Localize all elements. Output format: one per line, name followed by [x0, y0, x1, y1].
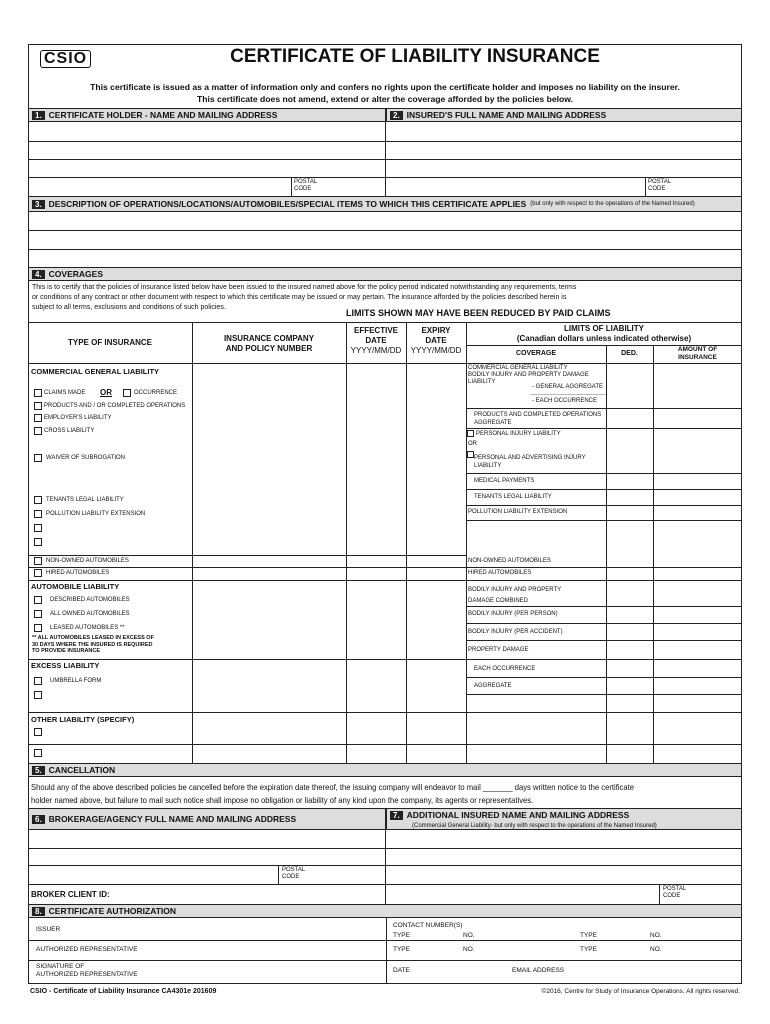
col-limits: LIMITS OF LIABILITY (Canadian dollars unless indicated otherwise): [516, 324, 692, 343]
section-7-header: 7. ADDITIONAL INSURED NAME AND MAILING ADDRESS (Commercial General Liability- but only with respect to the operations of the Named Insured): [386, 808, 742, 830]
contact-numbers-label: CONTACT NUMBER(S): [393, 922, 463, 929]
cov-tenants: TENANTS LEGAL LIABILITY: [474, 494, 552, 500]
tenants-label: TENANTS LEGAL LIABILITY: [46, 497, 124, 503]
cov-bi-pd-combined: BODILY INJURY AND PROPERTY DAMAGE COMBINED: [468, 587, 562, 604]
products-label: PRODUCTS AND / OR COMPLETED OPERATIONS: [44, 403, 186, 409]
waiver-checkbox[interactable]: [34, 454, 42, 462]
type-label-1: TYPE: [393, 932, 410, 939]
occurrence-label: OCCURRENCE: [134, 390, 178, 396]
date-label: DATE: [393, 967, 410, 974]
leased-autos-checkbox[interactable]: [34, 624, 42, 632]
broker-postal-code-label: POSTAL CODE: [282, 867, 306, 880]
cross-liability-checkbox[interactable]: [34, 427, 42, 435]
described-autos-label: DESCRIBED AUTOMOBILES: [50, 597, 130, 603]
cov-bi-per-accident: BODILY INJURY (PER ACCIDENT): [468, 629, 563, 635]
holder-postal-code-label: POSTAL CODE: [294, 179, 318, 192]
nonowned-label: NON-OWNED AUTOMOBILES: [46, 558, 129, 564]
coverages-text-2: or conditions of any contract or other document with respect to which this certificate may be issued or may pertain. The insurance afforded by the policies described herein is: [32, 294, 567, 301]
section-6-header: 6. BROKERAGE/AGENCY FULL NAME AND MAILING ADDRESS: [28, 808, 386, 830]
personal-adv-checkbox[interactable]: [467, 451, 474, 458]
broker-client-id-label: BROKER CLIENT ID:: [31, 890, 110, 899]
insured-name-field[interactable]: [388, 124, 740, 139]
section-1-header: 1. CERTIFICATE HOLDER - NAME AND MAILING ADDRESS: [28, 108, 386, 122]
employers-checkbox[interactable]: [34, 414, 42, 422]
or-label: OR: [100, 388, 112, 397]
excess-title: EXCESS LIABILITY: [31, 661, 100, 670]
cov-personal-injury: PERSONAL INJURY LIABILITY: [476, 431, 561, 437]
cancellation-text-2: holder named above, but failure to mail such notice shall impose no obligation or liability of any kind upon the company, its agents or representatives.: [31, 795, 534, 805]
section-8-header: 8. CERTIFICATE AUTHORIZATION: [28, 904, 742, 918]
cov-bi-per-person: BODILY INJURY (PER PERSON): [468, 611, 558, 617]
type-label-3: TYPE: [393, 946, 410, 953]
cov-cgl: COMMERCIAL GENERAL LIABILITY BODILY INJURY AND PROPERTY DAMAGE LIABILITY: [468, 365, 589, 385]
operations-description-field[interactable]: [30, 214, 740, 266]
csio-logo: CSIO: [40, 50, 91, 68]
type-label-4: TYPE: [580, 946, 597, 953]
limits-reduced-notice: LIMITS SHOWN MAY HAVE BEEN REDUCED BY PAID CLAIMS: [346, 308, 611, 318]
col-coverage: COVERAGE: [515, 350, 557, 357]
waiver-label: WAIVER OF SUBROGATION: [46, 455, 126, 461]
col-amount: AMOUNT OF INSURANCE: [677, 346, 718, 361]
email-label: EMAIL ADDRESS: [512, 967, 565, 974]
pollution-checkbox[interactable]: [34, 510, 42, 518]
other-checkbox-1[interactable]: [34, 728, 42, 736]
col-effective: EFFECTIVE DATE YYYY/MM/DD: [350, 326, 402, 355]
all-owned-autos-checkbox[interactable]: [34, 610, 42, 618]
other-title: OTHER LIABILITY (SPECIFY): [31, 715, 135, 724]
col-ded: DED.: [621, 350, 638, 357]
footer-form-id: CSIO - Certificate of Liability Insurance CA4301e 201609: [30, 988, 217, 995]
cgl-title: COMMERCIAL GENERAL LIABILITY: [31, 367, 160, 376]
no-label-4: NO.: [650, 946, 662, 953]
cov-pollution: POLLUTION LIABILITY EXTENSION: [468, 509, 568, 515]
leased-autos-label: LEASED AUTOMOBILES **: [50, 625, 125, 631]
notice-line-1: This certificate is issued as a matter of information only and confers no rights upon the certificate holder and imposes no liability on the insurer.: [90, 82, 680, 92]
cov-medical: MEDICAL PAYMENTS: [474, 478, 535, 484]
type-label-2: TYPE: [580, 932, 597, 939]
cgl-blank-checkbox-2[interactable]: [34, 538, 42, 546]
coverages-text-1: This is to certify that the policies of insurance listed below have been issued to the insured named above for the policy period indicated notwithstanding any requirements, terms: [32, 284, 577, 291]
pollution-label: POLLUTION LIABILITY EXTENSION: [46, 511, 146, 517]
signature-label: SIGNATURE OF AUTHORIZED REPRESENTATIVE: [36, 963, 138, 978]
cov-products: PRODUCTS AND COMPLETED OPERATIONS AGGREGATE: [474, 412, 602, 426]
insured-postal-code-label: POSTAL CODE: [648, 179, 672, 192]
all-owned-autos-label: ALL OWNED AUTOMOBILES: [50, 611, 130, 617]
notice-line-2: This certificate does not amend, extend or alter the coverage afforded by the policies below.: [197, 94, 573, 104]
claims-made-label: CLAIMS MADE: [44, 390, 86, 396]
cov-hired: HIRED AUTOMOBILES: [468, 570, 532, 576]
excess-blank-checkbox[interactable]: [34, 691, 42, 699]
holder-name-field[interactable]: [30, 124, 382, 139]
cov-nonowned: NON-OWNED AUTOMOBILES: [468, 558, 551, 564]
claims-made-checkbox[interactable]: [34, 389, 42, 397]
cov-or: OR: [468, 441, 477, 447]
auth-rep-label: AUTHORIZED REPRESENTATIVE: [36, 946, 138, 953]
products-checkbox[interactable]: [34, 402, 42, 410]
section-3-header: 3. DESCRIPTION OF OPERATIONS/LOCATIONS/AUTOMOBILES/SPECIAL ITEMS TO WHICH THIS CERTIFICATE APPLIES (but only with respect to the operations of the Named Insured): [28, 196, 742, 212]
cov-excess-aggregate: AGGREGATE: [474, 683, 512, 689]
employers-label: EMPLOYER'S LIABILITY: [44, 415, 112, 421]
no-label-2: NO.: [650, 932, 662, 939]
section-2-header: 2. INSURED'S FULL NAME AND MAILING ADDRESS: [386, 108, 742, 122]
nonowned-checkbox[interactable]: [34, 557, 42, 565]
tenants-checkbox[interactable]: [34, 496, 42, 504]
occurrence-checkbox[interactable]: [123, 389, 131, 397]
broker-name-field[interactable]: [30, 832, 382, 847]
coverages-text-3: subject to all terms, exclusions and conditions of such policies.: [32, 304, 226, 311]
col-type-of-insurance: TYPE OF INSURANCE: [67, 338, 152, 347]
cov-each-occurrence: - EACH OCCURRENCE: [532, 398, 598, 404]
described-autos-checkbox[interactable]: [34, 596, 42, 604]
no-label-1: NO.: [463, 932, 475, 939]
section-4-header: 4. COVERAGES: [28, 267, 742, 281]
hired-label: HIRED AUTOMOBILES: [46, 570, 110, 576]
cov-property-damage: PROPERTY DAMAGE: [468, 647, 529, 653]
issuer-label: ISSUER: [36, 926, 61, 933]
cov-general-aggregate: - GENERAL AGGREGATE: [532, 384, 604, 390]
no-label-3: NO.: [463, 946, 475, 953]
col-company: INSURANCE COMPANY AND POLICY NUMBER: [223, 334, 315, 353]
cancellation-text-1: Should any of the above described policies be cancelled before the expiration date thereof, the issuing company will endeavor to mail _______ days written notice to the certificate: [31, 782, 634, 792]
hired-checkbox[interactable]: [34, 569, 42, 577]
personal-injury-checkbox[interactable]: [467, 430, 474, 437]
col-expiry: EXPIRY DATE YYYY/MM/DD: [410, 326, 462, 355]
leased-note: ** ALL AUTOMOBILES LEASED IN EXCESS OF 30 DAYS WHERE THE INSURED IS REQUIRED TO PROVIDE INSURANCE: [32, 635, 154, 654]
cgl-blank-checkbox-1[interactable]: [34, 524, 42, 532]
cross-liability-label: CROSS LIABILITY: [44, 428, 95, 434]
section-5-header: 5. CANCELLATION: [28, 763, 742, 777]
auto-title: AUTOMOBILE LIABILITY: [31, 582, 120, 591]
other-checkbox-2[interactable]: [34, 749, 42, 757]
page-title: CERTIFICATE OF LIABILITY INSURANCE: [230, 46, 600, 67]
footer-copyright: ©2016, Centre for Study of Insurance Operations. All rights reserved.: [541, 988, 740, 995]
cov-excess-each-occurrence: EACH OCCURRENCE: [474, 666, 536, 672]
umbrella-label: UMBRELLA FORM: [50, 678, 102, 684]
cov-personal-advertising: PERSONAL AND ADVERTISING INJURY LIABILITY: [474, 455, 586, 469]
umbrella-checkbox[interactable]: [34, 677, 42, 685]
additional-insured-field[interactable]: [388, 832, 740, 847]
additional-postal-code-label: POSTAL CODE: [663, 886, 687, 899]
